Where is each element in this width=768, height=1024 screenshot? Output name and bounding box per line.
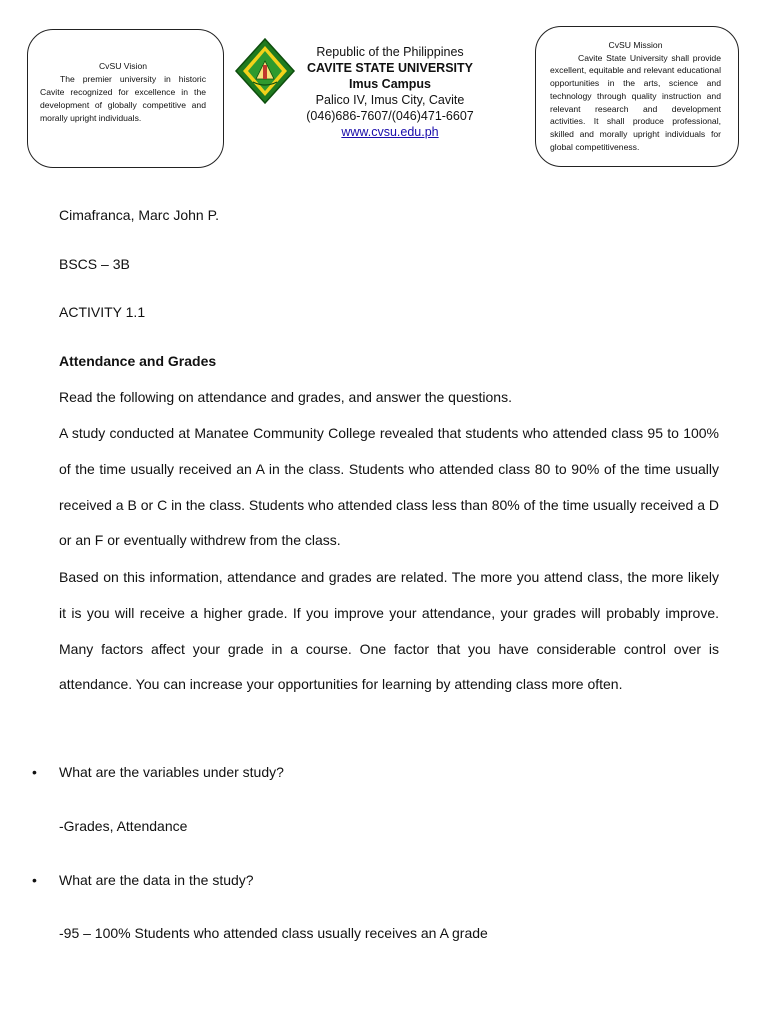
section-heading: Attendance and Grades bbox=[59, 353, 217, 369]
campus-name: Imus Campus bbox=[349, 77, 431, 91]
university-seal-icon bbox=[234, 37, 296, 107]
bullet-icon: • bbox=[32, 764, 37, 780]
answer-1: -Grades, Attendance bbox=[59, 818, 188, 834]
student-name: Cimafranca, Marc John P. bbox=[59, 207, 220, 223]
university-name: CAVITE STATE UNIVERSITY bbox=[307, 61, 473, 75]
republic-line: Republic of the Philippines bbox=[316, 45, 464, 59]
mission-text: Cavite State University shall provide excellent, equitable and relevant educational opportunities in the arts, science and technology through quality instruction and relevant research and development activities. It shall produce professional, skilled and morally upright individuals for global competitiveness. bbox=[550, 52, 721, 153]
question-1: What are the variables under study? bbox=[59, 764, 284, 780]
paragraph-study: A study conducted at Manatee Community College revealed that students who attended class 95 to 100% of the time usually received an A in the class. Students who attended class 80 to 90% of the time usually received a B or C in the class. Students who attended class less than 80% of the time usually received a D or an F or eventually withdrew from the class. bbox=[59, 425, 719, 549]
paragraph-conclusion: Based on this information, attendance and grades are related. The more you attend class, the more likely it is you will receive a higher grade. If you improve your attendance, your grades will probably improve. Many factors affect your grade in a course. One factor that you have considerable control over is attendance. You can increase your opportunities for learning by attending class more often. bbox=[59, 569, 719, 693]
mission-box bbox=[535, 26, 739, 167]
activity-label: ACTIVITY 1.1 bbox=[59, 304, 146, 320]
bullet-icon: • bbox=[32, 872, 37, 888]
mission-title: CvSU Mission bbox=[608, 40, 663, 50]
question-2: What are the data in the study? bbox=[59, 872, 254, 888]
university-header bbox=[290, 44, 490, 140]
intro-text: Read the following on attendance and grades, and answer the questions. bbox=[59, 389, 512, 405]
vision-text: The premier university in historic Cavite recognized for excellence in the development of globally competitive and morally upright individuals. bbox=[40, 73, 206, 123]
vision-box bbox=[27, 29, 224, 168]
student-section: BSCS – 3B bbox=[59, 256, 130, 272]
phone-line: (046)686-7607/(046)471-6607 bbox=[306, 109, 474, 123]
answer-2: -95 – 100% Students who attended class usually receives an A grade bbox=[59, 925, 488, 941]
address-line: Palico IV, Imus City, Cavite bbox=[315, 93, 465, 107]
vision-title: CvSU Vision bbox=[98, 61, 148, 71]
website-link[interactable]: www.cvsu.edu.ph bbox=[341, 125, 439, 139]
